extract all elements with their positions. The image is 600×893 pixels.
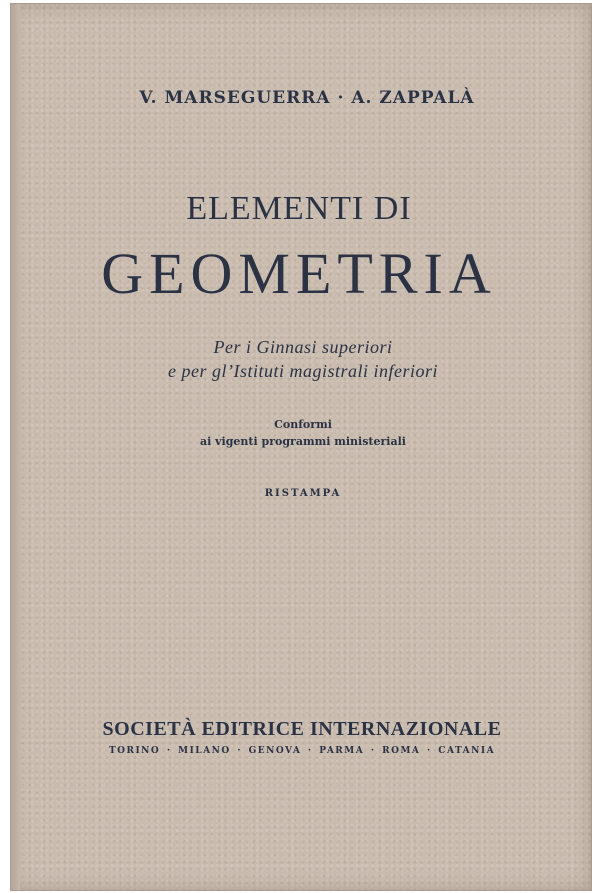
authors: V. MARSEGUERRA · A. ZAPPALÀ bbox=[139, 88, 475, 108]
conformity-line-1: Conformi bbox=[274, 418, 332, 431]
title-line-1: ELEMENTI DI bbox=[186, 190, 412, 227]
subtitle-line-2: e per gl’Istituti magistrali inferiori bbox=[168, 361, 438, 381]
edition-label: RISTAMPA bbox=[264, 488, 342, 499]
title-line-2: GEOMETRIA bbox=[101, 241, 497, 306]
publisher-cities: TORINO · MILANO · GENOVA · PARMA · ROMA · CATANIA bbox=[108, 746, 496, 756]
subtitle-line-1: Per i Ginnasi superiori bbox=[213, 337, 393, 357]
conformity-line-2: ai vigenti programmi ministeriali bbox=[200, 435, 406, 448]
publisher-name: SOCIETÀ EDITRICE INTERNAZIONALE bbox=[102, 718, 502, 740]
book-cover bbox=[10, 3, 592, 891]
